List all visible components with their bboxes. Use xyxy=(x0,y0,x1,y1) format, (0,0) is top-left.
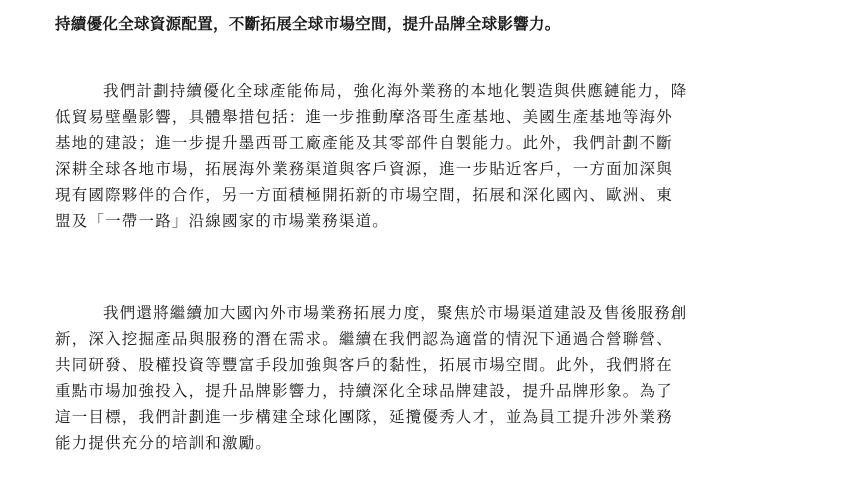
paragraph-line: 我們還將繼續加大國內外市場業務拓展力度，聚焦於市場渠道建設及售後服務創 xyxy=(103,304,688,322)
paragraph-line: 深耕全球各地市場，拓展海外業務渠道與客戶資源，進一步貼近客戶，一方面加深與 xyxy=(55,160,673,178)
paragraph-line: 共同研發、股權投資等豐富手段加強與客戶的黏性，拓展市場空間。此外，我們將在 xyxy=(55,356,673,374)
paragraph-line: 重點市場加強投入，提升品牌影響力，持續深化全球品牌建設，提升品牌形象。為了 xyxy=(55,382,673,400)
paragraph-line: 能力提供充分的培訓和激勵。 xyxy=(55,434,273,452)
paragraph-line: 我們計劃持續優化全球產能佈局，強化海外業務的本地化製造與供應鏈能力，降 xyxy=(103,82,688,100)
paragraph-2 xyxy=(55,300,815,456)
paragraph-1 xyxy=(55,78,815,234)
paragraph-line: 基地的建設；進一步提升墨西哥工廠產能及其零部件自製能力。此外，我們計劃不斷 xyxy=(55,134,673,152)
paragraph-line: 盟及「一帶一路」沿線國家的市場業務渠道。 xyxy=(55,212,390,230)
section-heading: 持續優化全球資源配置，不斷拓展全球市場空間，提升品牌全球影響力。 xyxy=(55,15,561,33)
paragraph-line: 低貿易壁壘影響，具體舉措包括：進一步推動摩洛哥生產基地、美國生產基地等海外 xyxy=(55,108,673,126)
paragraph-line: 現有國際夥伴的合作，另一方面積極開拓新的市場空間，拓展和深化國內、歐洲、東 xyxy=(55,186,673,204)
paragraph-line: 這一目標，我們計劃進一步構建全球化團隊，延攬優秀人才，並為員工提升涉外業務 xyxy=(55,408,673,426)
paragraph-line: 新，深入挖掘產品與服務的潛在需求。繼續在我們認為適當的情況下通過合營聯營、 xyxy=(55,330,673,348)
